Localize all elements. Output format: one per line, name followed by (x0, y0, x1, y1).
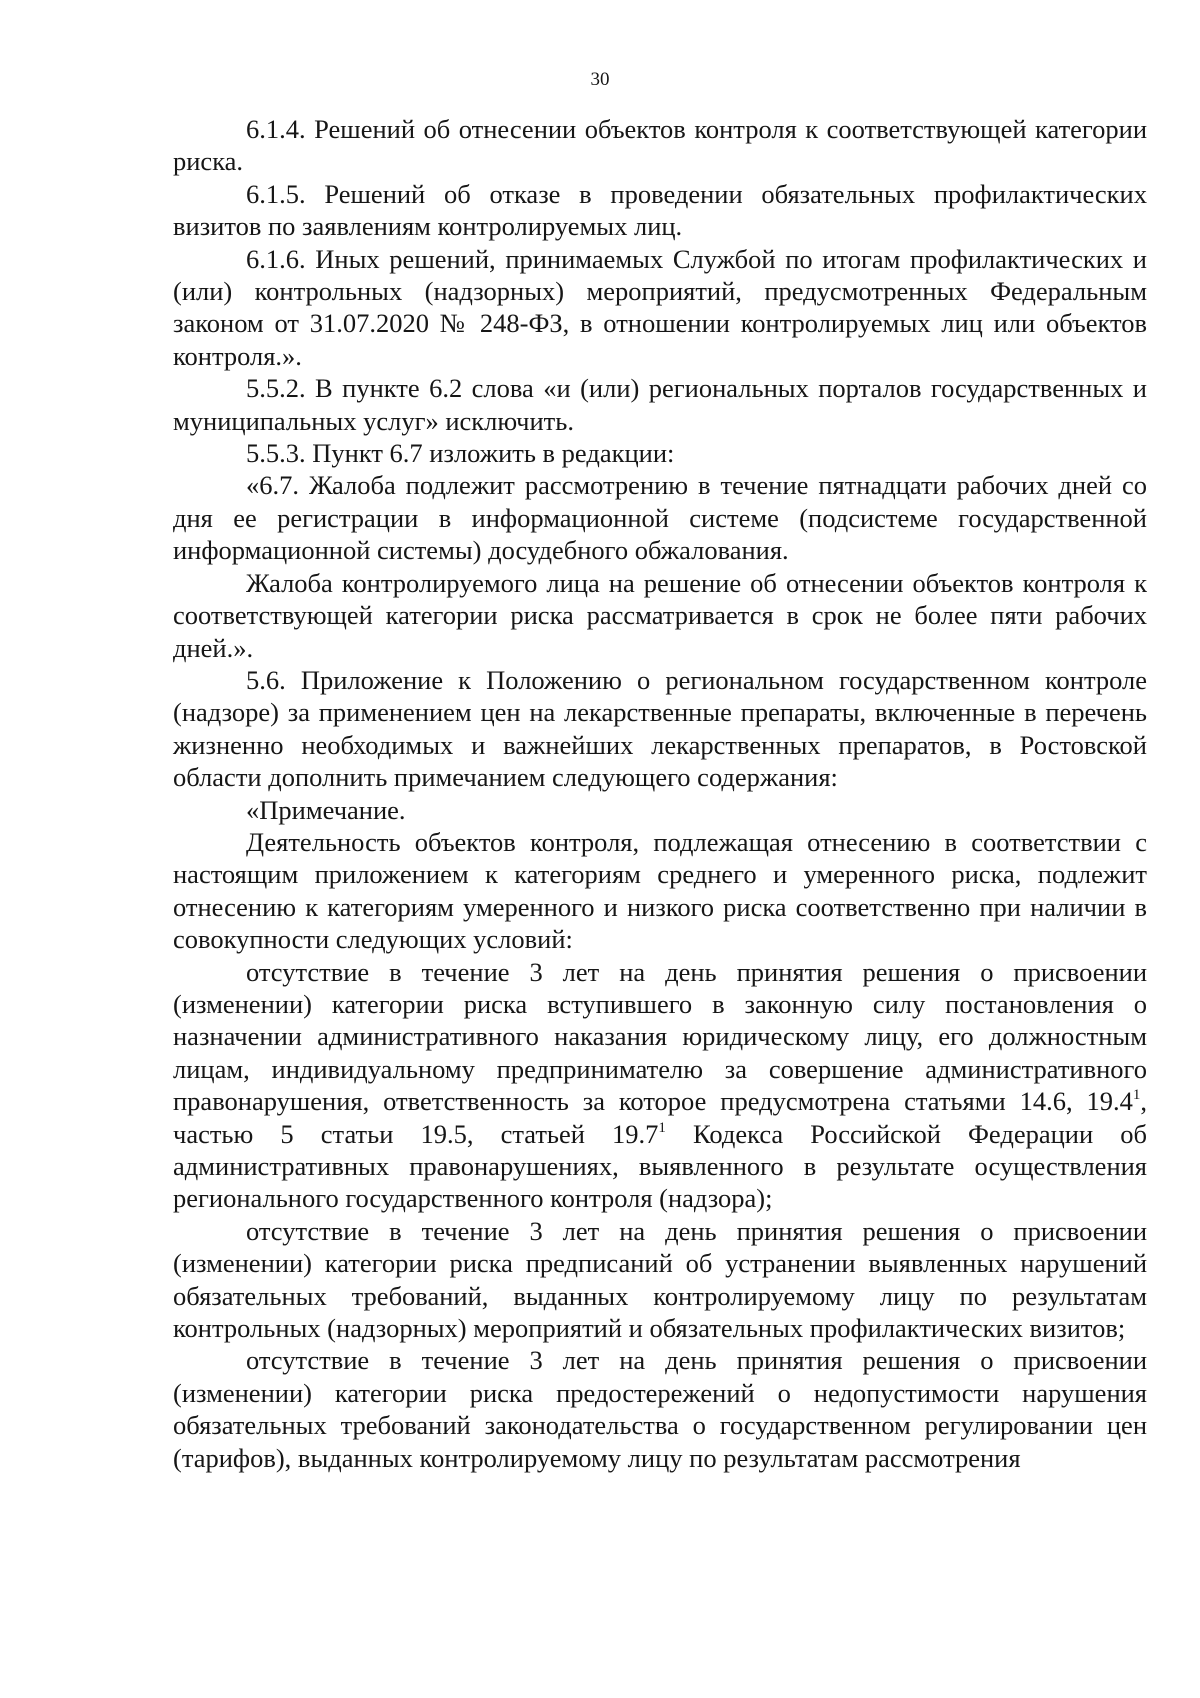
page-number: 30 (590, 69, 610, 90)
condition-1-text-c: Кодекса Российской Федерации об административных правонарушениях, выявленного в результате осуществления регионального государственного контроля (надзора); (173, 1118, 1147, 1214)
paragraph-note-heading: «Примечание. (246, 794, 406, 825)
paragraph-6-1-5: 6.1.5. Решений об отказе в проведении обязательных профилактических визитов по заявлениям контролируемых лиц. (173, 178, 1147, 242)
condition-1-text-b: , частью 5 статьи 19.5, статьей 19.7 (173, 1086, 1147, 1149)
paragraph-condition-1 (173, 956, 1147, 1215)
paragraph-condition-2: отсутствие в течение 3 лет на день принятия решения о присвоении (изменении) категории риска предписаний об устранении выявленных нарушений обязательных требований, выданных контролируемому лицу по результатам контрольных (надзорных) мероприятий и обязательных профилактических визитов; (173, 1215, 1147, 1344)
footnote-marker: 1 (1132, 1087, 1141, 1104)
condition-1-text-a: отсутствие в течение 3 лет на день принятия решения о присвоении (изменении) категории риска вступившего в законную силу постановления о назначении административного наказания юридическому лицу, его должностным лицам, индивидуальному предпринимателю за совершение административного правонарушения, ответственность за которое предусмотрена статьями 14.6, 19.4 (173, 956, 1147, 1117)
footnote-marker: 1 (658, 1119, 666, 1136)
paragraph-condition-3: отсутствие в течение 3 лет на день принятия решения о присвоении (изменении) категории риска предостережений о недопустимости нарушения обязательных требований законодательства о государственном регулировании цен (тарифов), выданных контролируемому лицу по результатам рассмотрения (173, 1345, 1147, 1473)
paragraph-5-6: 5.6. Приложение к Положению о региональном государственном контроле (надзоре) за применением цен на лекарственные препараты, включенные в перечень жизненно необходимых и важнейших лекарственных препаратов, в Ростовской области дополнить примечанием следующего содержания: (173, 664, 1147, 793)
paragraph-5-5-3: 5.5.3. Пункт 6.7 изложить в редакции: (246, 438, 675, 469)
document-body (173, 113, 1147, 1474)
paragraph-6-7-complaint-term: «6.7. Жалоба подлежит рассмотрению в течение пятнадцати рабочих дней со дня ее регистрации в информационной системе (подсистеме государственной информационной системы) досудебного обжалования. (173, 470, 1147, 566)
paragraph-5-5-2: 5.5.2. В пункте 6.2 слова «и (или) региональных порталов государственных и муниципальных услуг» исключить. (173, 373, 1147, 436)
paragraph-6-1-4: 6.1.4. Решений об отнесении объектов контроля к соответствующей категории риска. (173, 114, 1147, 177)
paragraph-note-body: Деятельность объектов контроля, подлежащая отнесению в соответствии с настоящим приложением к категориям среднего и умеренного риска, подлежит отнесению к категориям умеренного и низкого риска соответственно при наличии в совокупности следующих условий: (173, 826, 1147, 955)
paragraph-6-1-6: 6.1.6. Иных решений, принимаемых Службой по итогам профилактических и (или) контрольных (надзорных) мероприятий, предусмотренных Федеральным законом от 31.07.2020 № 248-ФЗ, в отношении контролируемых лиц или объектов контроля.». (173, 243, 1147, 371)
paragraph-complaint-risk-category: Жалоба контролируемого лица на решение об отнесении объектов контроля к соответствующей категории риска рассматривается в срок не более пяти рабочих дней.». (173, 567, 1147, 663)
